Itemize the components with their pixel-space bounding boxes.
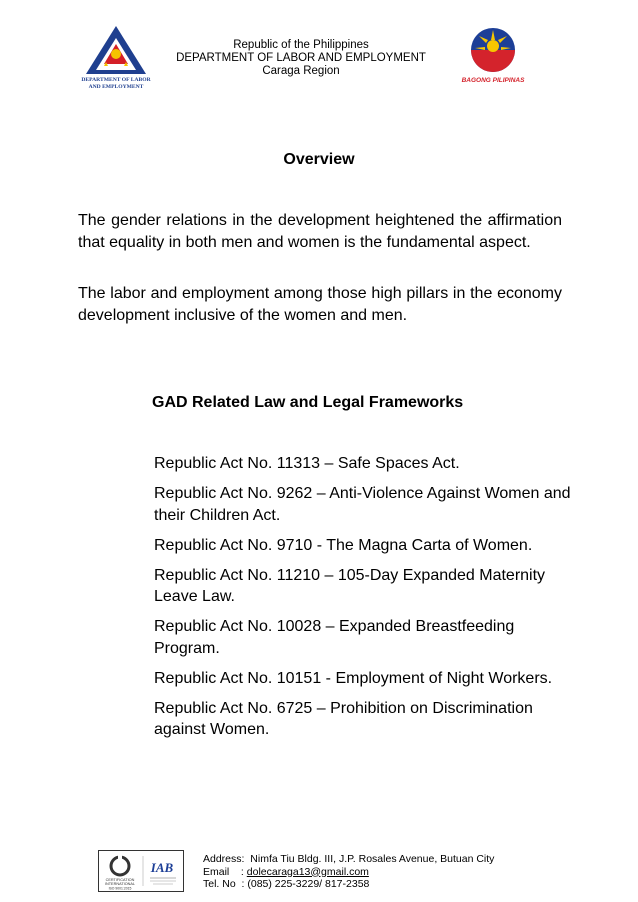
tel-label: Tel. No : (203, 878, 245, 890)
bagong-pilipinas-logo (458, 26, 528, 86)
dole-logo (80, 24, 152, 90)
footer-contact (203, 853, 494, 891)
certification-logo (98, 850, 184, 892)
overview-paragraph-2: The labor and employment among those high pillars in the economy development inclusive of the women and men. (78, 285, 562, 324)
overview-paragraph-1: The gender relations in the development heightened the affirmation that equality in both men and women is the fundamental aspect. (78, 212, 562, 251)
address-label: Address: (203, 853, 245, 865)
law-item: Republic Act No. 9710 - The Magna Carta of Women. (154, 536, 533, 554)
law-item: Republic Act No. 10151 - Employment of Night Workers. (154, 669, 553, 687)
tel-value: (085) 225-3229/ 817-2358 (247, 878, 370, 890)
email-label: Email : (203, 865, 244, 878)
law-item: Republic Act No. 10028 – Expanded Breastfeeding Program. (154, 618, 515, 657)
law-item: Republic Act No. 9262 – Anti-Violence Against Women and their Children Act. (154, 485, 571, 524)
letterhead-department: DEPARTMENT OF LABOR AND EMPLOYMENT (176, 52, 426, 64)
letterhead-region: Caraga Region (262, 65, 340, 77)
dole-logo-line2: AND EMPLOYMENT (88, 84, 144, 90)
footer-tel-row (203, 878, 494, 891)
cert-line3: ISO 9001:2015 (108, 886, 132, 891)
email-link[interactable]: dolecaraga13@gmail.com (246, 865, 369, 878)
cert-line2: INTERNATIONAL (104, 882, 136, 886)
address-value: Nimfa Tiu Bldg. III, J.P. Rosales Avenue, Butuan City (250, 853, 495, 865)
law-item: Republic Act No. 6725 – Prohibition on Discrimination against Women. (154, 699, 533, 738)
cert-line1: CERTIFICATION (105, 878, 135, 882)
overview-title: Overview (283, 151, 355, 168)
footer-email-row (203, 866, 494, 879)
bagong-pilipinas-text: BAGONG PILIPINAS (461, 77, 525, 84)
letterhead (170, 39, 432, 78)
footer-address-row (203, 853, 494, 866)
dole-logo-line1: DEPARTMENT OF LABOR (81, 77, 151, 83)
gad-title: GAD Related Law and Legal Frameworks (152, 394, 464, 411)
law-item: Republic Act No. 11210 – 105-Day Expanded Maternity Leave Law. (154, 566, 546, 605)
letterhead-country: Republic of the Philippines (233, 39, 369, 51)
laws-list (154, 453, 574, 749)
law-item: Republic Act No. 11313 – Safe Spaces Act. (154, 455, 460, 472)
iab-mark: IAB (150, 860, 174, 875)
